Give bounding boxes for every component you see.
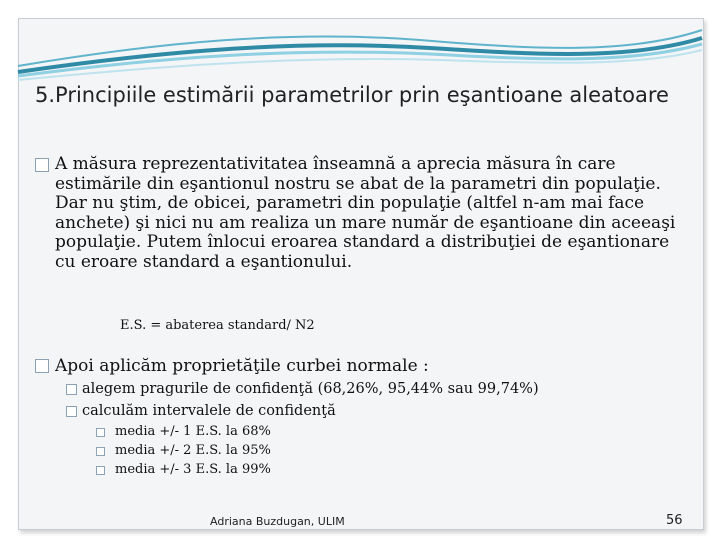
sub-sub-bullet-text: media +/- 3 E.S. la 99%	[115, 462, 271, 477]
sub-bullet-intervale	[66, 403, 336, 420]
sub-sub-bullet-95	[96, 443, 271, 458]
sub-bullet-praguri	[66, 381, 539, 398]
sub-bullet-text: calculăm intervalele de confidenţă	[82, 403, 336, 419]
slide-title: 5.Principiile estimării parametrilor prin eşantioane aleatoare	[35, 83, 669, 107]
sub-sub-bullet-text: media +/- 2 E.S. la 95%	[115, 443, 271, 458]
bullet-box-icon	[66, 406, 77, 417]
bullet-box-icon	[35, 359, 49, 373]
bullet-box-icon	[96, 447, 105, 456]
sub-bullet-text: alegem pragurile de confidenţă (68,26%, 95,44% sau 99,74%)	[82, 381, 539, 397]
standard-error-formula: E.S. = abaterea standard/ N2	[120, 318, 315, 333]
bullet-box-icon	[66, 384, 77, 395]
sub-sub-bullet-text: media +/- 1 E.S. la 68%	[115, 424, 271, 439]
bullet-text: A măsura reprezentativitatea înseamnă a aprecia măsura în care estimările din eşantionul nostru se abat de la parametri din populaţie. Dar nu ştim, de obicei, parametri din populaţie (altfel n-am mai face anchete) şi nici nu am realiza un mare număr de eşantioane din aceeaşi populaţie. Putem înlocui eroarea standard a distribuţiei de eşantionare cu eroare standard a eşantionului.	[55, 154, 676, 272]
bullet-box-icon	[96, 428, 105, 437]
sub-sub-bullet-68	[96, 424, 271, 439]
bullet-box-icon	[35, 158, 49, 172]
footer-author: Adriana Buzdugan, ULIM	[210, 515, 345, 528]
sub-sub-bullet-99	[96, 462, 271, 477]
bullet-reprezentativitate	[35, 155, 685, 273]
bullet-text: Apoi aplicăm proprietăţile curbei normale :	[55, 356, 429, 376]
bullet-box-icon	[96, 466, 105, 475]
bullet-proprietati	[35, 356, 429, 376]
page-number: 56	[666, 513, 683, 528]
